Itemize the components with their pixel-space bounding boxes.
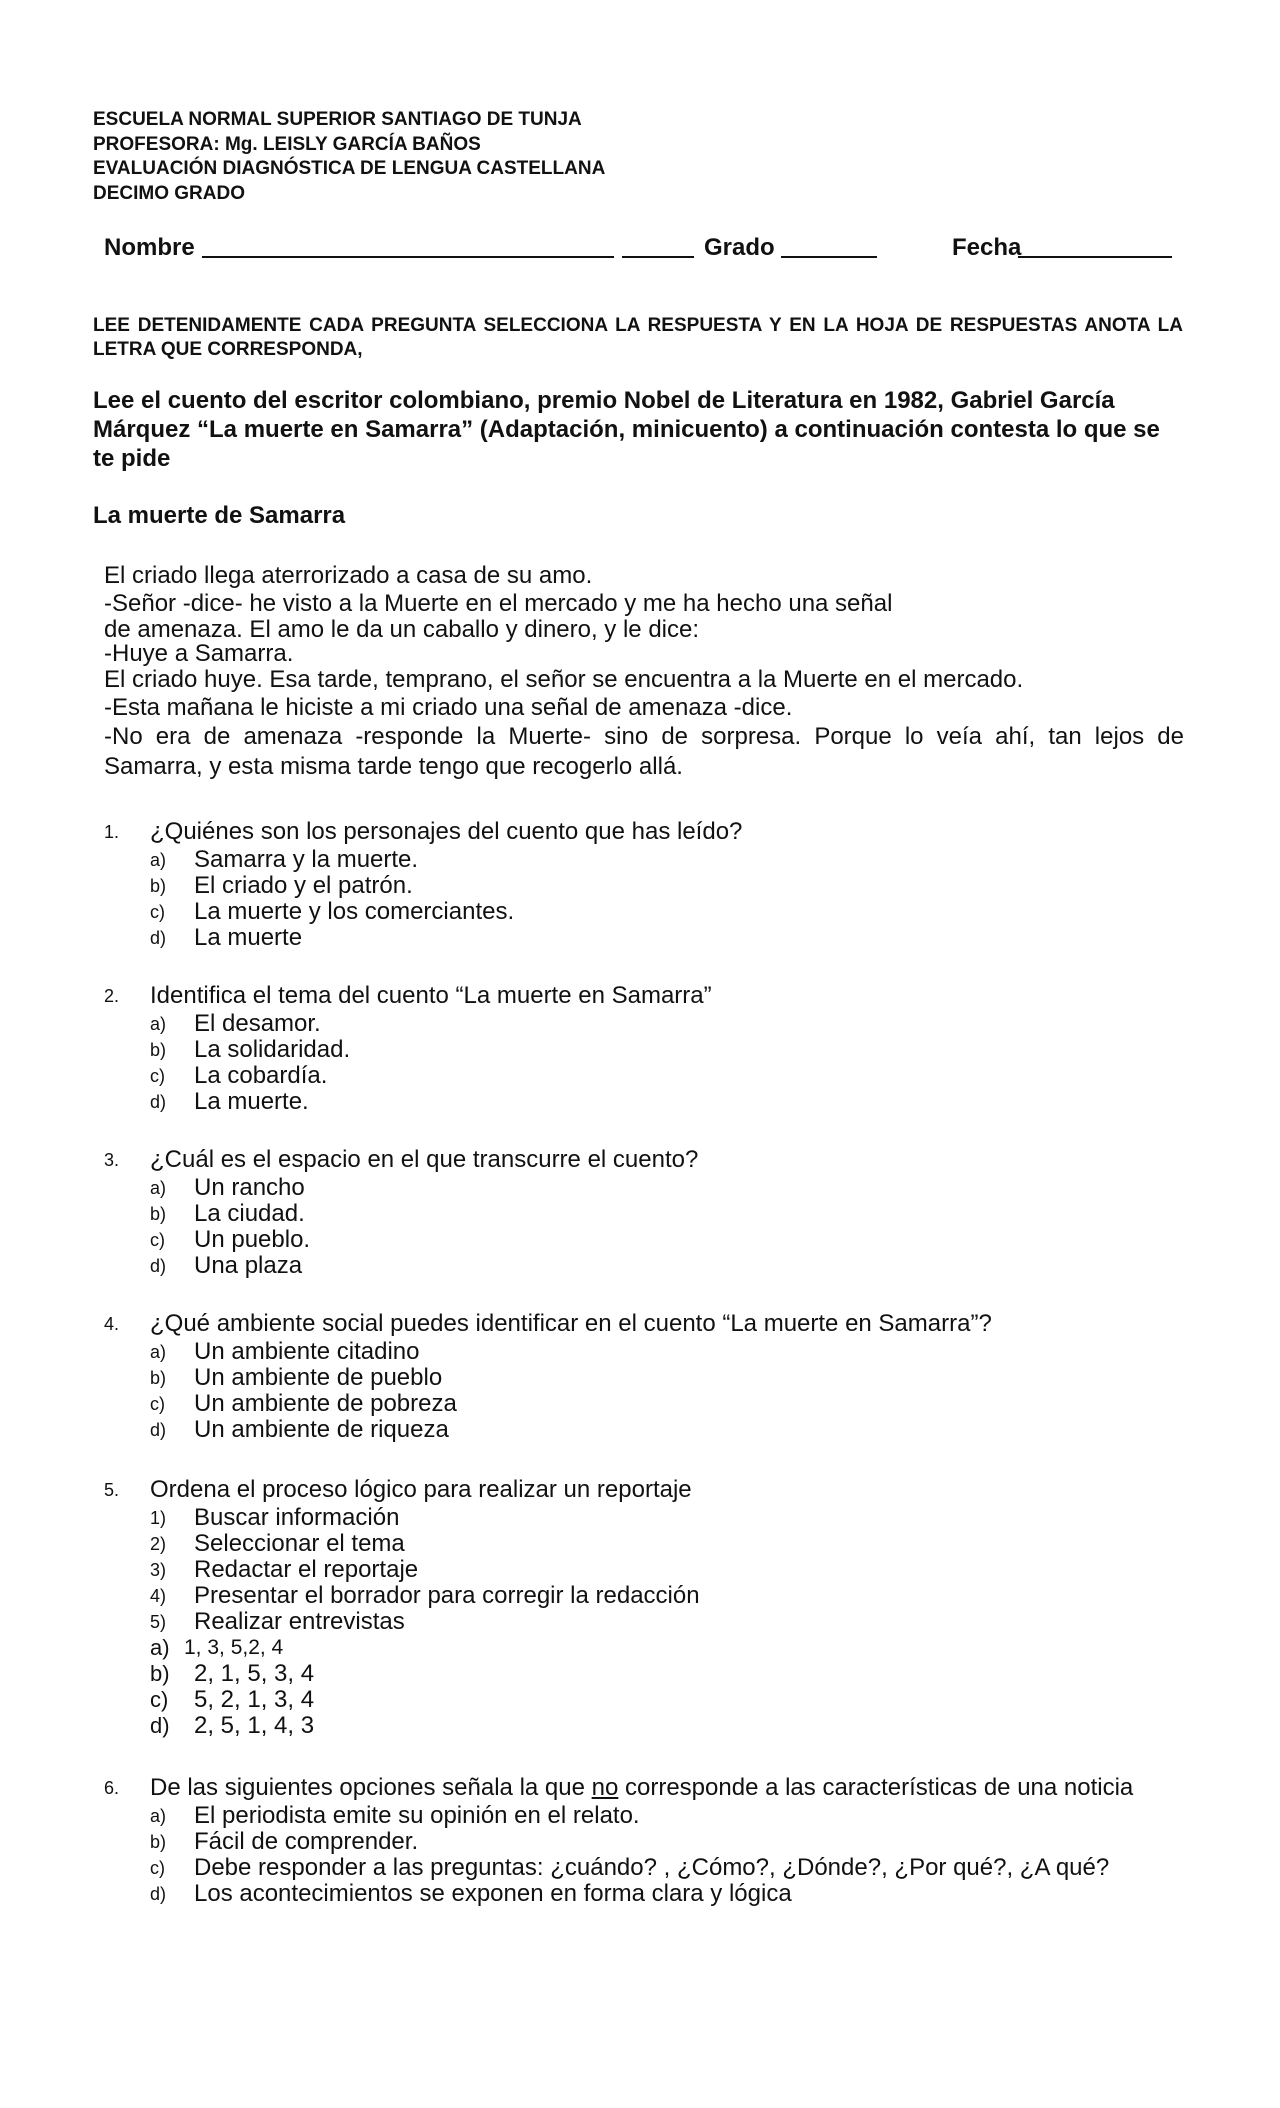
step-number: 2) <box>150 1534 167 1554</box>
option-letter: a) <box>150 850 167 870</box>
reading-intro: Lee el cuento del escritor colombiano, premio Nobel de Literatura en 1982, Gabriel García Márquez “La muerte en Samarra” (Adaptación, minicuento) a continuación contesta lo que se te pide <box>93 387 1160 472</box>
option-letter: c) <box>150 1230 165 1250</box>
option-letter: b) <box>150 876 167 896</box>
option-letter: d) <box>150 1256 167 1276</box>
story-line: -No era de amenaza -responde la Muerte- sino de sorpresa. Porque lo veía ahí, tan lejos de Samarra, y esta misma tarde tengo que recogerlo allá. <box>104 723 1184 780</box>
question-3 <box>104 1145 1204 1279</box>
option-letter: a) <box>150 1806 167 1826</box>
question-number: 2. <box>104 986 120 1006</box>
option-c[interactable] <box>104 1063 1204 1089</box>
story-line: El criado llega aterrorizado a casa de su amo. <box>104 562 593 589</box>
option-letter: c) <box>150 1066 165 1086</box>
grade-label: Grado <box>704 234 775 261</box>
option-text: 5, 2, 1, 3, 4 <box>194 1686 315 1713</box>
option-letter: c) <box>150 1687 169 1712</box>
date-label: Fecha <box>952 234 1022 261</box>
option-b[interactable] <box>104 1365 1204 1391</box>
teacher-name: PROFESORA: Mg. LEISLY GARCÍA BAÑOS <box>93 133 481 155</box>
option-text: Debe responder a las preguntas: ¿cuándo? , ¿Cómo?, ¿Dónde?, ¿Por qué?, ¿A qué? <box>194 1854 1110 1881</box>
option-b[interactable] <box>104 873 1204 899</box>
option-letter: a) <box>150 1635 170 1660</box>
option-letter: d) <box>150 1884 167 1904</box>
option-b[interactable] <box>104 1037 1204 1063</box>
option-text: 1, 3, 5,2, 4 <box>184 1636 284 1659</box>
question-text: ¿Cuál es el espacio en el que transcurre el cuento? <box>150 1146 699 1173</box>
option-letter: a) <box>150 1178 167 1198</box>
question-4 <box>104 1309 1204 1443</box>
option-letter: b) <box>150 1661 170 1686</box>
step-item <box>104 1505 1204 1531</box>
option-text: El desamor. <box>194 1010 321 1037</box>
option-a[interactable] <box>104 1803 1204 1829</box>
question-1 <box>104 817 1204 951</box>
step-text: Realizar entrevistas <box>194 1608 405 1635</box>
option-a[interactable] <box>104 1635 1204 1661</box>
option-text: 2, 1, 5, 3, 4 <box>194 1660 315 1687</box>
story-line: El criado huye. Esa tarde, temprano, el señor se encuentra a la Muerte en el mercado. <box>104 666 1024 693</box>
option-text: Una plaza <box>194 1252 303 1279</box>
option-letter: b) <box>150 1204 167 1224</box>
option-d[interactable] <box>104 1253 1204 1279</box>
option-b[interactable] <box>104 1829 1204 1855</box>
option-b[interactable] <box>104 1201 1204 1227</box>
option-text: La cobardía. <box>194 1062 328 1089</box>
exam-title: EVALUACIÓN DIAGNÓSTICA DE LENGUA CASTELLANA <box>93 158 606 179</box>
question-number: 4. <box>104 1314 120 1334</box>
option-text: La muerte y los comerciantes. <box>194 898 515 925</box>
option-letter: a) <box>150 1014 167 1034</box>
option-b[interactable] <box>104 1661 1204 1687</box>
option-letter: c) <box>150 902 165 922</box>
question-number: 6. <box>104 1778 120 1798</box>
story-line: -Huye a Samarra. <box>104 640 294 667</box>
story-title: La muerte de Samarra <box>93 502 346 529</box>
option-d[interactable] <box>104 1089 1204 1115</box>
step-number: 3) <box>150 1560 167 1580</box>
question-text: Ordena el proceso lógico para realizar un reportaje <box>150 1476 692 1503</box>
option-text: La solidaridad. <box>194 1036 351 1063</box>
story-line: de amenaza. El amo le da un caballo y dinero, y le dice: <box>104 616 700 643</box>
option-text: El periodista emite su opinión en el relato. <box>194 1802 640 1829</box>
story-text <box>104 562 1184 782</box>
question-6 <box>104 1773 1204 1907</box>
option-text: El criado y el patrón. <box>194 872 413 899</box>
option-letter: d) <box>150 1092 167 1112</box>
option-a[interactable] <box>104 1339 1204 1365</box>
option-d[interactable] <box>104 1881 1204 1907</box>
option-letter: b) <box>150 1040 167 1060</box>
question-text: De las siguientes opciones señala la que no corresponde a las características de una noticia <box>150 1774 1134 1801</box>
option-a[interactable] <box>104 1011 1204 1037</box>
option-text: Los acontecimientos se exponen en forma clara y lógica <box>194 1880 792 1907</box>
underlined-word: no <box>591 1774 619 1801</box>
option-text: La muerte. <box>194 1088 309 1115</box>
option-text: Fácil de comprender. <box>194 1828 419 1855</box>
option-text: Un rancho <box>194 1174 305 1201</box>
option-d[interactable] <box>104 925 1204 951</box>
step-number: 5) <box>150 1612 167 1632</box>
school-name: ESCUELA NORMAL SUPERIOR SANTIAGO DE TUNJA <box>93 109 582 130</box>
step-text: Presentar el borrador para corregir la redacción <box>194 1582 700 1609</box>
option-text: Un ambiente de pobreza <box>194 1390 457 1417</box>
name-label: Nombre <box>104 234 195 261</box>
step-item <box>104 1609 1204 1635</box>
option-text: Samarra y la muerte. <box>194 846 419 873</box>
option-letter: a) <box>150 1342 167 1362</box>
option-text: Un ambiente de riqueza <box>194 1416 449 1443</box>
option-d[interactable] <box>104 1713 1204 1739</box>
option-text: 2, 5, 1, 4, 3 <box>194 1712 315 1739</box>
option-c[interactable] <box>104 1855 1204 1881</box>
option-letter: d) <box>150 1713 170 1738</box>
question-2 <box>104 981 1204 1115</box>
option-text: Un pueblo. <box>194 1226 311 1253</box>
option-letter: c) <box>150 1858 165 1878</box>
option-c[interactable] <box>104 1227 1204 1253</box>
story-line: -Esta mañana le hiciste a mi criado una señal de amenaza -dice. <box>104 694 793 721</box>
option-c[interactable] <box>104 1391 1204 1417</box>
question-number: 5. <box>104 1480 120 1500</box>
step-text: Buscar información <box>194 1504 400 1531</box>
question-text: ¿Qué ambiente social puedes identificar en el cuento “La muerte en Samarra”? <box>150 1310 992 1337</box>
question-number: 3. <box>104 1150 120 1170</box>
option-text: Un ambiente citadino <box>194 1338 420 1365</box>
story-line: -Señor -dice- he visto a la Muerte en el mercado y me ha hecho una señal <box>104 590 893 617</box>
question-number: 1. <box>104 822 120 842</box>
step-item <box>104 1531 1204 1557</box>
option-letter: b) <box>150 1368 167 1388</box>
question-text: ¿Quiénes son los personajes del cuento que has leído? <box>150 818 743 845</box>
grade-level: DECIMO GRADO <box>93 182 245 204</box>
option-text: La ciudad. <box>194 1200 305 1227</box>
option-a[interactable] <box>104 847 1204 873</box>
step-text: Seleccionar el tema <box>194 1530 405 1557</box>
step-item <box>104 1557 1204 1583</box>
option-text: La muerte <box>194 924 303 951</box>
step-number: 1) <box>150 1508 167 1528</box>
step-number: 4) <box>150 1586 167 1606</box>
instructions: LEE DETENIDAMENTE CADA PREGUNTA SELECCIONA LA RESPUESTA Y EN LA HOJA DE RESPUESTAS ANOTA LA LETRA QUE CORRESPONDA, <box>93 315 1183 360</box>
question-5 <box>104 1475 1204 1739</box>
step-text: Redactar el reportaje <box>194 1556 419 1583</box>
option-letter: d) <box>150 1420 167 1440</box>
document-header <box>93 108 605 206</box>
option-letter: c) <box>150 1394 165 1414</box>
option-a[interactable] <box>104 1175 1204 1201</box>
option-c[interactable] <box>104 1687 1204 1713</box>
option-text: Un ambiente de pueblo <box>194 1364 443 1391</box>
option-letter: b) <box>150 1832 167 1852</box>
question-text: Identifica el tema del cuento “La muerte en Samarra” <box>150 982 712 1009</box>
option-d[interactable] <box>104 1417 1204 1443</box>
step-item <box>104 1583 1204 1609</box>
option-letter: d) <box>150 928 167 948</box>
option-c[interactable] <box>104 899 1204 925</box>
